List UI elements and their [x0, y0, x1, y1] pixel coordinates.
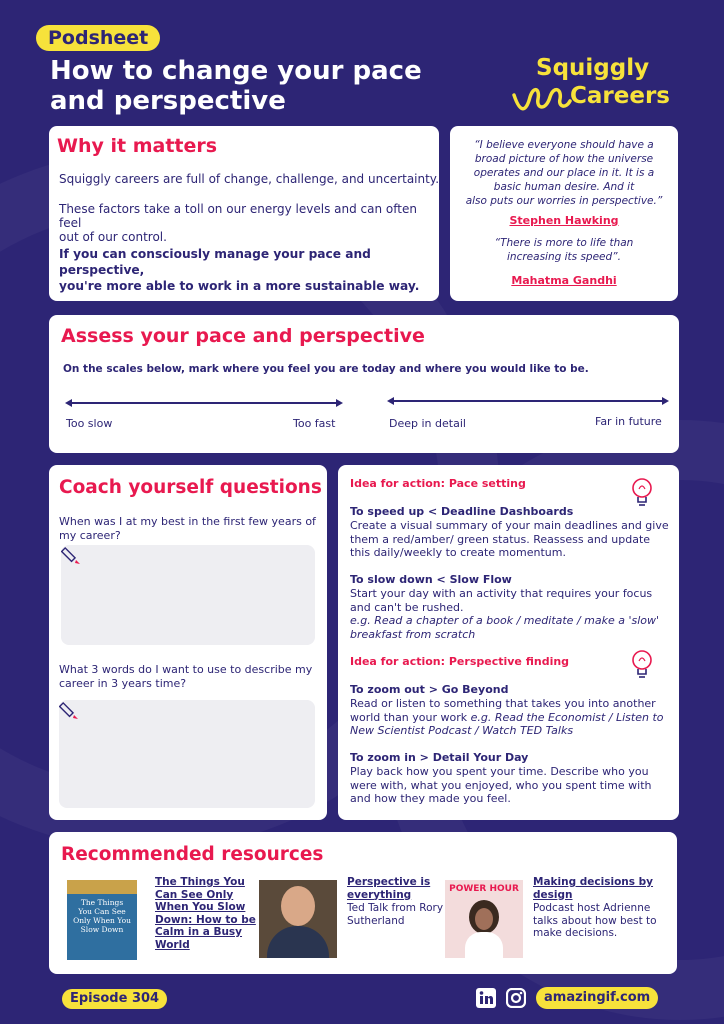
question-line: career in 3 years time? — [59, 677, 187, 690]
resource-link-line: Perspective is — [347, 876, 431, 888]
resource-link-line: Can See Only — [155, 888, 234, 901]
idea-line: them a red/amber/ green status. Reassess and update — [350, 532, 651, 546]
zoom-out-text — [350, 697, 664, 738]
scale-label: Deep in detail — [389, 417, 466, 430]
quote-line: broad picture of how the universe — [474, 153, 654, 165]
answer-box[interactable] — [61, 545, 315, 645]
gandhi-author: Mahatma Gandhi — [511, 274, 617, 287]
resource-link-line: World — [155, 938, 190, 951]
resources-card — [49, 832, 677, 974]
lightbulb-icon — [630, 477, 654, 509]
idea-text: world than your work — [350, 710, 471, 724]
resource-link-line: Making decisions by — [533, 876, 654, 888]
logo-line: Squiggly — [536, 55, 650, 81]
cover-title — [69, 898, 135, 934]
hawking-author: Stephen Hawking — [509, 214, 619, 227]
why-line: you're more able to work in a more sustainable way. — [59, 279, 420, 293]
cover-line: Slow Down — [80, 925, 124, 934]
gandhi-quote — [450, 236, 678, 264]
idea-line: Play back how you spent your time. Describe who you — [350, 765, 649, 778]
resource-description — [347, 902, 443, 927]
coach-question — [59, 663, 312, 691]
squiggle-icon — [512, 85, 572, 115]
why-heading: Why it matters — [57, 135, 218, 157]
website-link[interactable]: amazingif.com — [536, 987, 658, 1009]
question-line: my career? — [59, 529, 121, 542]
cover-band — [67, 880, 137, 894]
idea-line: e.g. Read a chapter of a book / meditate / make a 'slow' — [350, 614, 660, 627]
speed-up-title: To speed up < Deadline Dashboards — [350, 505, 574, 518]
speaker-photo[interactable] — [259, 880, 337, 958]
speaker-face — [281, 886, 315, 926]
podcast-cover-image[interactable] — [445, 880, 523, 958]
resource-description-line: Podcast host Adrienne — [533, 902, 651, 914]
page-title-line: and perspective — [50, 86, 286, 116]
arrow-right-icon — [662, 397, 669, 405]
zoom-in-text — [350, 765, 652, 806]
arrow-right-icon — [336, 399, 343, 407]
resource-link-line: design — [533, 888, 573, 901]
quote-line: also puts our worries in perspective.” — [465, 195, 663, 207]
cover-line: The Things — [80, 898, 124, 907]
slow-down-title: To slow down < Slow Flow — [350, 573, 512, 586]
coach-yourself-card — [49, 465, 327, 820]
resource-link-line: When You Slow — [155, 901, 246, 913]
page-title — [50, 56, 470, 116]
idea-line: Start your day with an activity that requires your focus — [350, 587, 653, 600]
host-shirt — [465, 932, 503, 958]
idea-example: e.g. Read the Economist / Listen to — [470, 710, 664, 724]
pencil-icon — [59, 700, 83, 724]
why-it-matters-card — [49, 126, 439, 301]
idea-line: breakfast from scratch — [350, 627, 476, 641]
why-paragraph — [59, 202, 439, 244]
why-paragraph: Squiggly careers are full of change, challenge, and uncertainty. — [59, 172, 440, 186]
idea-line: Read or listen to something that takes you into another — [350, 697, 656, 710]
quote-line: increasing its speed”. — [507, 251, 621, 263]
scale-label: Far in future — [595, 415, 662, 428]
idea-line: Create a visual summary of your main deadlines and give — [350, 519, 669, 532]
zoom-out-title: To zoom out > Go Beyond — [350, 683, 509, 696]
squiggly-careers-logo — [512, 55, 682, 115]
idea-line: and how they made you feel. — [350, 792, 511, 805]
why-line: out of our control. — [59, 230, 167, 244]
resource-link[interactable] — [347, 876, 430, 901]
coach-question — [59, 515, 316, 543]
quotes-card — [450, 126, 678, 301]
logo-line: Careers — [570, 83, 670, 109]
question-line: When was I at my best in the first few years of — [59, 515, 316, 528]
quote-line: basic human desire. And it — [493, 181, 635, 193]
resource-description-line: Ted Talk from Rory — [347, 902, 444, 914]
perspective-idea-heading: Idea for action: Perspective finding — [350, 655, 570, 668]
why-line: These factors take a toll on our energy levels and can often feel — [59, 202, 417, 230]
slow-down-text — [350, 587, 659, 641]
scale-label: Too fast — [293, 417, 336, 430]
why-paragraph-bold — [59, 246, 439, 294]
quote-line: operates and our place in it. It is a — [473, 167, 655, 179]
assess-instruction: On the scales below, mark where you feel you are today and where you would like to be. — [63, 363, 589, 375]
resource-description-line: make decisions. — [533, 927, 618, 939]
assess-card — [49, 315, 679, 453]
resource-description-line: talks about how best to — [533, 914, 657, 927]
idea-line — [350, 711, 664, 725]
idea-line: this daily/weekly to create momentum. — [350, 546, 566, 559]
cover-line: Only When You — [73, 916, 131, 925]
ideas-card — [338, 465, 679, 820]
answer-box[interactable] — [59, 700, 315, 808]
assess-heading: Assess your pace and perspective — [61, 325, 425, 347]
scale-label: Too slow — [66, 417, 113, 430]
resources-heading: Recommended resources — [61, 844, 324, 865]
resource-link[interactable] — [533, 876, 653, 901]
why-line: If you can consciously manage your pace and perspective, — [59, 247, 371, 277]
resource-link[interactable] — [155, 876, 256, 951]
host-face — [475, 908, 493, 930]
zoom-in-title: To zoom in > Detail Your Day — [350, 751, 529, 764]
episode-badge: Episode 304 — [62, 989, 167, 1009]
linkedin-icon[interactable] — [476, 988, 496, 1008]
quote-line: “There is more to life than — [494, 237, 634, 249]
pencil-icon — [61, 545, 85, 569]
page-title-line: How to change your pace — [50, 56, 422, 86]
hawking-quote — [450, 138, 678, 208]
resource-link-line: Down: How to be — [155, 913, 256, 926]
book-cover-image[interactable] — [67, 880, 137, 960]
speaker-suit — [267, 926, 329, 958]
idea-line: were with, what you enjoyed, who you spent time with — [350, 778, 652, 792]
scale-line — [69, 402, 337, 404]
resource-link-line: Calm in a Busy — [155, 926, 243, 938]
idea-line: and can't be rushed. — [350, 600, 464, 614]
scale-line — [391, 400, 663, 402]
coach-heading: Coach yourself questions — [59, 477, 322, 498]
cover-line: You Can See — [78, 907, 126, 916]
quote-line: “I believe everyone should have a — [474, 139, 654, 151]
instagram-icon[interactable] — [506, 988, 526, 1008]
podcast-title: POWER HOUR — [449, 884, 519, 894]
resource-description — [533, 902, 657, 940]
pace-idea-heading: Idea for action: Pace setting — [350, 477, 526, 490]
lightbulb-icon — [630, 649, 654, 681]
resource-link-line: everything — [347, 888, 412, 901]
podsheet-badge: Podsheet — [36, 25, 160, 51]
resource-link-line: The Things You — [155, 876, 245, 888]
speed-up-text — [350, 519, 669, 560]
idea-line: New Scientist Podcast / Watch TED Talks — [350, 724, 574, 737]
resource-description-line: Sutherland — [347, 914, 405, 927]
question-line: What 3 words do I want to use to describe my — [59, 663, 313, 676]
